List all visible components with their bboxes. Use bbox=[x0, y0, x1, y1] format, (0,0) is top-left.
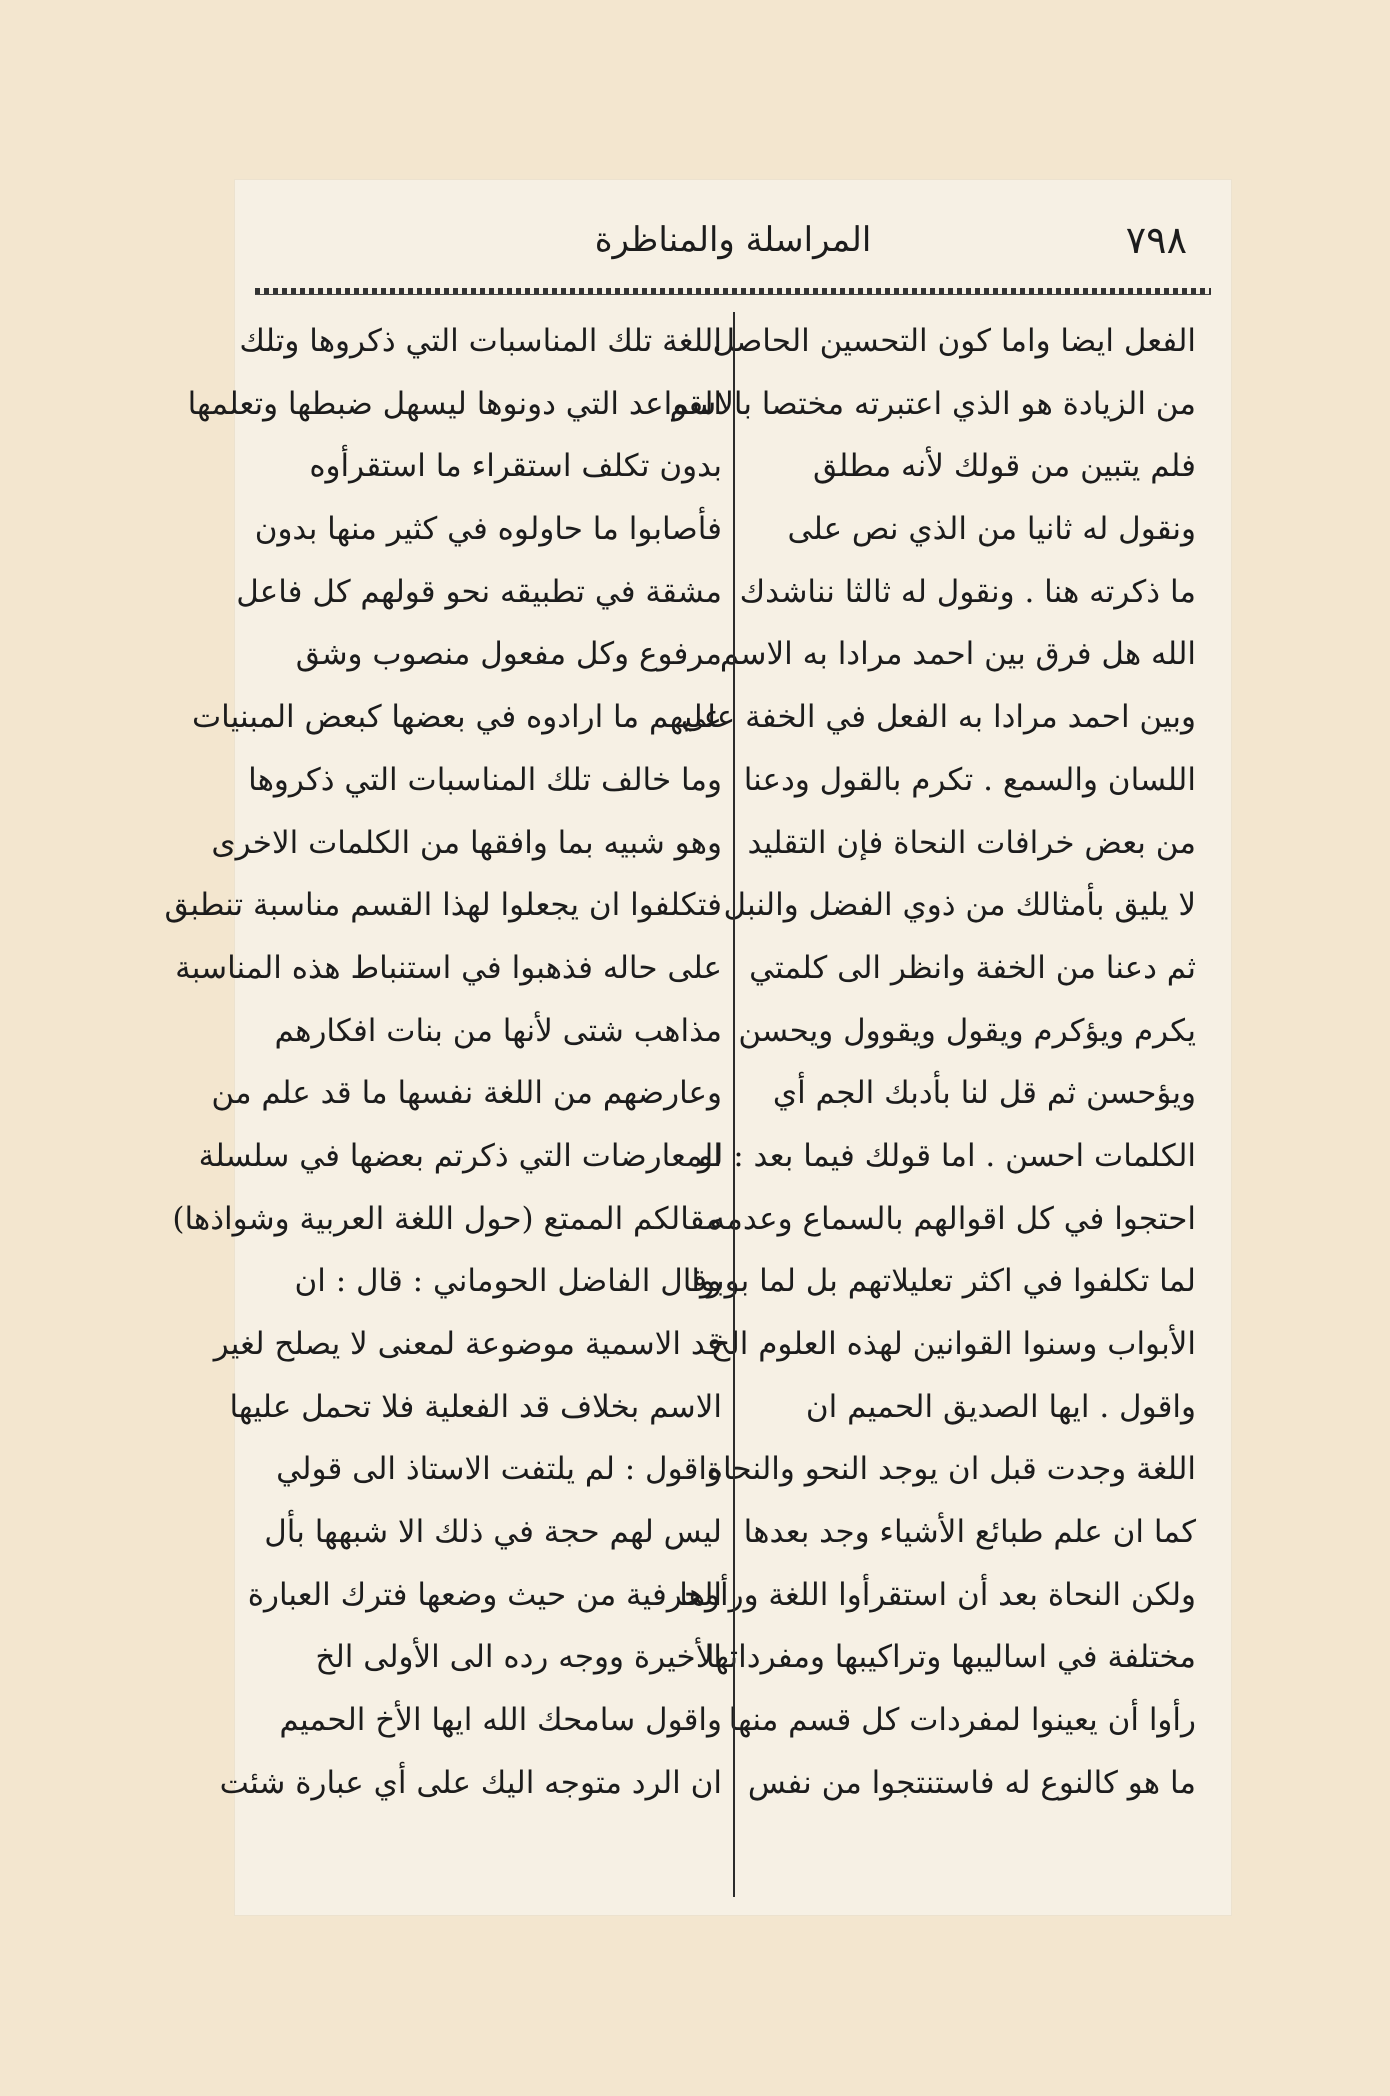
column-divider bbox=[733, 312, 735, 1897]
text-line: مذاهب شتى لأنها من بنات افكارهم bbox=[274, 1012, 722, 1049]
text-line: من بعض خرافات النحاة فإن التقليد bbox=[747, 824, 1196, 861]
text-line: احتجوا في كل اقوالهم بالسماع وعدمه bbox=[709, 1200, 1196, 1237]
text-line: وهو شبيه بما وافقها من الكلمات الاخرى bbox=[211, 824, 722, 861]
text-line: عليهم ما ارادوه في بعضها كبعض المبنيات bbox=[192, 699, 722, 736]
book-page bbox=[164, 180, 1231, 1915]
text-line: فتكلفوا ان يجعلوا لهذا القسم مناسبة تنطبق bbox=[164, 887, 722, 924]
text-line: ولكن النحاة بعد أن استقرأوا اللغة ورأوها bbox=[679, 1576, 1196, 1613]
text-line: مشقة في تطبيقه نحو قولهم كل فاعل bbox=[236, 573, 722, 610]
text-line: وبين احمد مرادا به الفعل في الخفة على bbox=[680, 699, 1196, 736]
text-line: من الزيادة هو الذي اعتبرته مختصا بالاسم bbox=[669, 385, 1196, 422]
text-line: ويؤحسن ثم قل لنا بأدبك الجم أي bbox=[772, 1075, 1196, 1112]
header-rule bbox=[255, 288, 1211, 295]
text-line: القواعد التي دونوها ليسهل ضبطها وتعلمها bbox=[187, 385, 722, 422]
text-line: واقول . ايها الصديق الحميم ان bbox=[805, 1388, 1196, 1425]
text-line: لما تكلفوا في اكثر تعليلاتهم بل لما بوبوا bbox=[691, 1263, 1196, 1300]
page-header bbox=[259, 210, 1207, 270]
text-line: ونقول له ثانيا من الذي نص على bbox=[787, 511, 1196, 548]
text-line: الكلمات احسن . اما قولك فيما بعد : لو bbox=[697, 1137, 1196, 1174]
text-line: وما خالف تلك المناسبات التي ذكروها bbox=[248, 761, 722, 798]
text-line: المعارضات التي ذكرتم بعضها في سلسلة bbox=[198, 1137, 722, 1174]
text-line: ما ذكرته هنا . ونقول له ثالثا نناشدك bbox=[739, 573, 1196, 610]
left-column bbox=[164, 310, 722, 1815]
text-line: الأبواب وسنوا القوانين لهذه العلوم الخ bbox=[710, 1326, 1196, 1362]
text-line: الله هل فرق بين احمد مرادا به الاسم bbox=[719, 636, 1196, 673]
text-line: فلم يتبين من قولك لأنه مطلق bbox=[813, 448, 1196, 485]
text-line: الأخيرة ووجه رده الى الأولى الخ bbox=[315, 1639, 722, 1676]
text-line: ما هو كالنوع له فاستنتجوا من نفس bbox=[747, 1764, 1196, 1801]
text-line: مختلفة في اساليبها وتراكيبها ومفرداتها bbox=[705, 1639, 1196, 1676]
text-line: وعارضهم من اللغة نفسها ما قد علم من bbox=[211, 1075, 722, 1112]
text-line: فأصابوا ما حاولوه في كثير منها بدون bbox=[254, 511, 722, 548]
text-line: رأوا أن يعينوا لمفردات كل قسم منها bbox=[728, 1702, 1196, 1739]
text-line: مقالكم الممتع (حول اللغة العربية وشواذها) bbox=[172, 1200, 722, 1237]
text-line: واقول : لم يلتفت الاستاذ الى قولي bbox=[276, 1451, 722, 1488]
text-columns bbox=[164, 310, 1211, 1885]
running-title: المراسلة والمناظرة bbox=[594, 220, 872, 260]
text-line: وقال الفاضل الحوماني : قال : ان bbox=[294, 1263, 722, 1300]
text-line: اللغة وجدت قبل ان يوجد النحو والنحاة bbox=[706, 1451, 1196, 1488]
text-line: على حاله فذهبوا في استنباط هذه المناسبة bbox=[175, 949, 722, 986]
text-line: بدون تكلف استقراء ما استقرأوه bbox=[309, 448, 722, 485]
text-line: اللسان والسمع . تكرم بالقول ودعنا bbox=[743, 761, 1196, 798]
text-line: يكرم ويؤكرم ويقول ويقوول ويحسن bbox=[738, 1012, 1196, 1049]
text-line: الاسم بخلاف قد الفعلية فلا تحمل عليها bbox=[229, 1388, 722, 1425]
text-line: قد الاسمية موضوعة لمعنى لا يصلح لغير bbox=[213, 1326, 722, 1362]
text-line: مرفوع وكل مفعول منصوب وشق bbox=[295, 636, 722, 673]
text-line: كما ان علم طبائع الأشياء وجد بعدها bbox=[743, 1514, 1196, 1551]
text-line: اللغة تلك المناسبات التي ذكروها وتلك bbox=[239, 323, 722, 359]
text-line: الحرفية من حيث وضعها فترك العبارة bbox=[247, 1576, 722, 1613]
text-line: ليس لهم حجة في ذلك الا شبهها بأل bbox=[264, 1514, 722, 1551]
page-number: ٧٩٨ bbox=[1125, 218, 1187, 262]
text-line: ثم دعنا من الخفة وانظر الى كلمتي bbox=[749, 949, 1196, 986]
text-line: ان الرد متوجه اليك على أي عبارة شئت bbox=[219, 1764, 722, 1801]
text-line: الفعل ايضا واما كون التحسين الحاصل bbox=[712, 323, 1196, 359]
text-line: لا يليق بأمثالك من ذوي الفضل والنبل bbox=[723, 887, 1196, 924]
right-column bbox=[669, 310, 1196, 1815]
text-line: واقول سامحك الله ايها الأخ الحميم bbox=[279, 1702, 722, 1739]
